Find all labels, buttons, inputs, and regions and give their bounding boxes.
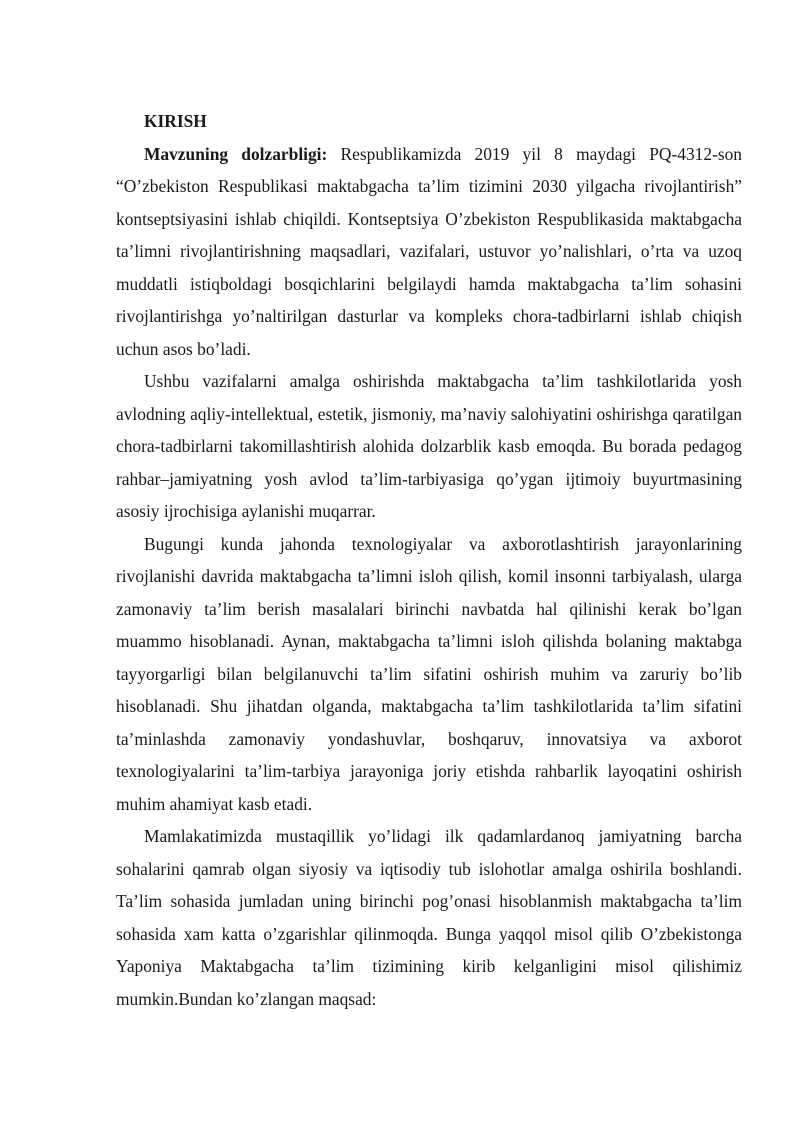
paragraph-text: Respublikamizda 2019 yil 8 maydagi PQ-4312-son “O’zbekiston Respublikasi maktabgacha ta’lim tizimini 2030 yilgacha rivojlantirish” kontseptsiyasini ishlab chiqildi. Kontseptsiya O’zbekiston Respublikasida maktabgacha ta’limni rivojlantirishning maqsadlari, vazifalari, ustuvor yo’nalishlari, o’rta va uzoq muddatli istiqboldagi bosqichlarini belgilaydi hamda maktabgacha ta’lim sohasini rivojlantirishga yo’naltirilgan dasturlar va kompleks chora-tadbirlarni ishlab chiqish uchun asos bo’ladi.	[116, 143, 742, 359]
paragraph-tasks: Ushbu vazifalarni amalga oshirishda maktabgacha ta’lim tashkilotlarida yosh avlodning aqliy-intellektual, estetik, jismoniy, ma’naviy salohiyatini oshirishga qaratilgan chora-tadbirlarni takomillashtirish alohida dolzarblik kasb emoqda. Bu borada pedagog rahbar–jamiyatning yosh avlod ta’lim-tarbiyasiga qo’ygan ijtimoiy buyurtmasining asosiy ijrochisiga aylanishi muqarrar.	[116, 371, 742, 521]
paragraph-today: Bugungi kunda jahonda texnologiyalar va axborotlashtirish jarayonlarining rivojlanishi davrida maktabgacha ta’limni isloh qilish, komil insonni tarbiyalash, ularga zamonaviy ta’lim berish masalalari birinchi navbatda hal qilinishi kerak bo’lgan muammo hisoblanadi. Aynan, maktabgacha ta’limni isloh qilishda bolaning maktabga tayyorgarligi bilan belgilanuvchi ta’lim sifatini oshirish muhim va zaruriy bo’lib hisoblanadi. Shu jihatdan olganda, maktabgacha ta’lim tashkilotlarida ta’lim sifatini ta’minlashda zamonaviy yondashuvlar, boshqaruv, innovatsiya va axborot texnologiyalarini ta’lim-tarbiya jarayoniga joriy etishda rahbarlik layoqatini oshirish muhim ahamiyat kasb etadi.	[116, 533, 742, 814]
paragraph-lead: Mavzuning dolzarbligi:	[144, 143, 328, 164]
paragraph-relevance	[116, 138, 742, 366]
paragraph-independence: Mamlakatimizda mustaqillik yo’lidagi ilk qadamlardanoq jamiyatning barcha sohalarini qamrab olgan siyosiy va iqtisodiy tub islohotlar amalga oshirila boshlandi. Ta’lim sohasida jumladan uning birinchi pog’onasi hisoblanmish maktabgacha ta’lim sohasida xam katta o’zgarishlar qilinmoqda. Bunga yaqqol misol qilib O’zbekistonga Yaponiya Maktabgacha ta’lim tizimining kirib kelganligini misol qilishimiz mumkin.Bundan ko’zlangan maqsad:	[116, 826, 742, 1009]
document-page	[116, 105, 742, 1015]
section-heading: KIRISH	[144, 111, 207, 131]
